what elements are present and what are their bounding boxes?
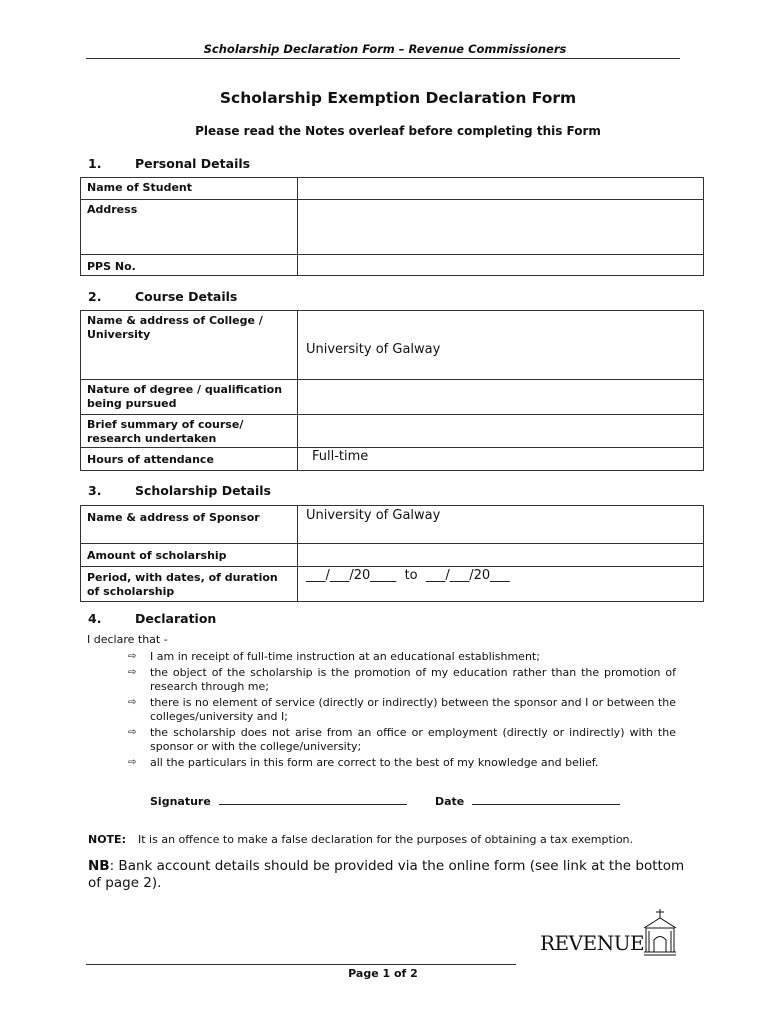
hours-field[interactable]: Full-time [298,448,704,471]
page-number: Page 1 of 2 [348,967,418,980]
signature-block [150,793,407,808]
table-row [81,567,704,602]
form-title: Scholarship Exemption Declaration Form [219,89,577,107]
note-label: NOTE: [88,833,126,846]
list-item-text: I am in receipt of full-time instruction at an educational establishment; [150,650,540,663]
college-field[interactable]: University of Galway [298,311,704,380]
row-label: Address [81,200,298,255]
course-details-table [80,310,704,471]
list-item-text: all the particulars in this form are correct to the best of my knowledge and belief. [150,756,599,769]
note [88,833,633,846]
list-item [128,696,676,724]
row-label: PPS No. [81,255,298,276]
section-number: 4. [88,611,102,626]
row-label: Amount of scholarship [81,544,298,567]
arrow-right-icon: ⇨ [128,757,137,768]
arrow-right-icon: ⇨ [128,667,137,678]
sponsor-field[interactable]: University of Galway [298,506,704,544]
table-row [81,255,704,276]
section-label: Personal Details [135,156,251,171]
signature-line[interactable] [219,793,407,805]
building-icon [644,909,676,955]
revenue-logo [540,906,676,958]
section-number: 2. [88,289,102,304]
course-summary-field[interactable] [298,415,704,448]
running-header: Scholarship Declaration Form – Revenue Commissioners [203,42,567,56]
table-row [81,178,704,200]
list-item-text: the object of the scholarship is the promotion of my education rather than the promotion of research through me; [150,666,676,693]
header-divider [86,58,680,59]
pps-number-field[interactable] [298,255,704,276]
scholarship-details-table [80,505,704,602]
list-item [128,726,676,754]
arrow-right-icon: ⇨ [128,727,137,738]
revenue-logo-text: REVENUE [540,931,645,955]
declaration-intro: I declare that - [87,633,168,646]
table-row [81,200,704,255]
signature-label: Signature [150,795,211,808]
list-item [128,666,676,694]
form-subtitle: Please read the Notes overleaf before completing this Form [195,124,601,138]
period-field[interactable]: ___/___/20____ to ___/___/20___ [298,567,704,602]
personal-details-table [80,177,704,276]
table-row [81,415,704,448]
nb-paragraph [88,858,688,892]
table-row [81,448,704,471]
arrow-right-icon: ⇨ [128,651,137,662]
list-item [128,650,676,664]
row-label: Nature of degree / qualification being pursued [81,380,298,415]
degree-field[interactable] [298,380,704,415]
date-label: Date [435,795,465,808]
table-row [81,544,704,567]
list-item-text: there is no element of service (directly or indirectly) between the sponsor and I or between the colleges/university and I; [150,696,676,723]
table-row [81,380,704,415]
amount-field[interactable] [298,544,704,567]
list-item [128,756,676,770]
section-label: Scholarship Details [135,483,271,498]
footer-divider [86,964,516,965]
note-text: It is an offence to make a false declaration for the purposes of obtaining a tax exemption. [137,833,634,846]
declaration-list [128,650,676,772]
date-block [435,793,620,808]
student-address-field[interactable] [298,200,704,255]
table-row [81,311,704,380]
section-number: 1. [88,156,102,171]
nb-label: NB [88,858,110,874]
section-label: Course Details [135,289,238,304]
section-number: 3. [88,483,102,498]
section-label: Declaration [135,611,217,626]
row-label: Name & address of Sponsor [81,506,298,544]
date-line[interactable] [472,793,620,805]
list-item-text: the scholarship does not arise from an office or employment (directly or indirectly) with the sponsor or with the college/university; [150,726,676,753]
student-name-field[interactable] [298,178,704,200]
row-label: Name & address of College / University [81,311,298,380]
arrow-right-icon: ⇨ [128,697,137,708]
nb-text: : Bank account details should be provided via the online form (see link at the bottom of page 2). [88,858,685,891]
row-label: Hours of attendance [81,448,298,471]
row-label: Period, with dates, of duration of scholarship [81,567,298,602]
table-row [81,506,704,544]
row-label: Brief summary of course/ research undertaken [81,415,298,448]
row-label: Name of Student [81,178,298,200]
